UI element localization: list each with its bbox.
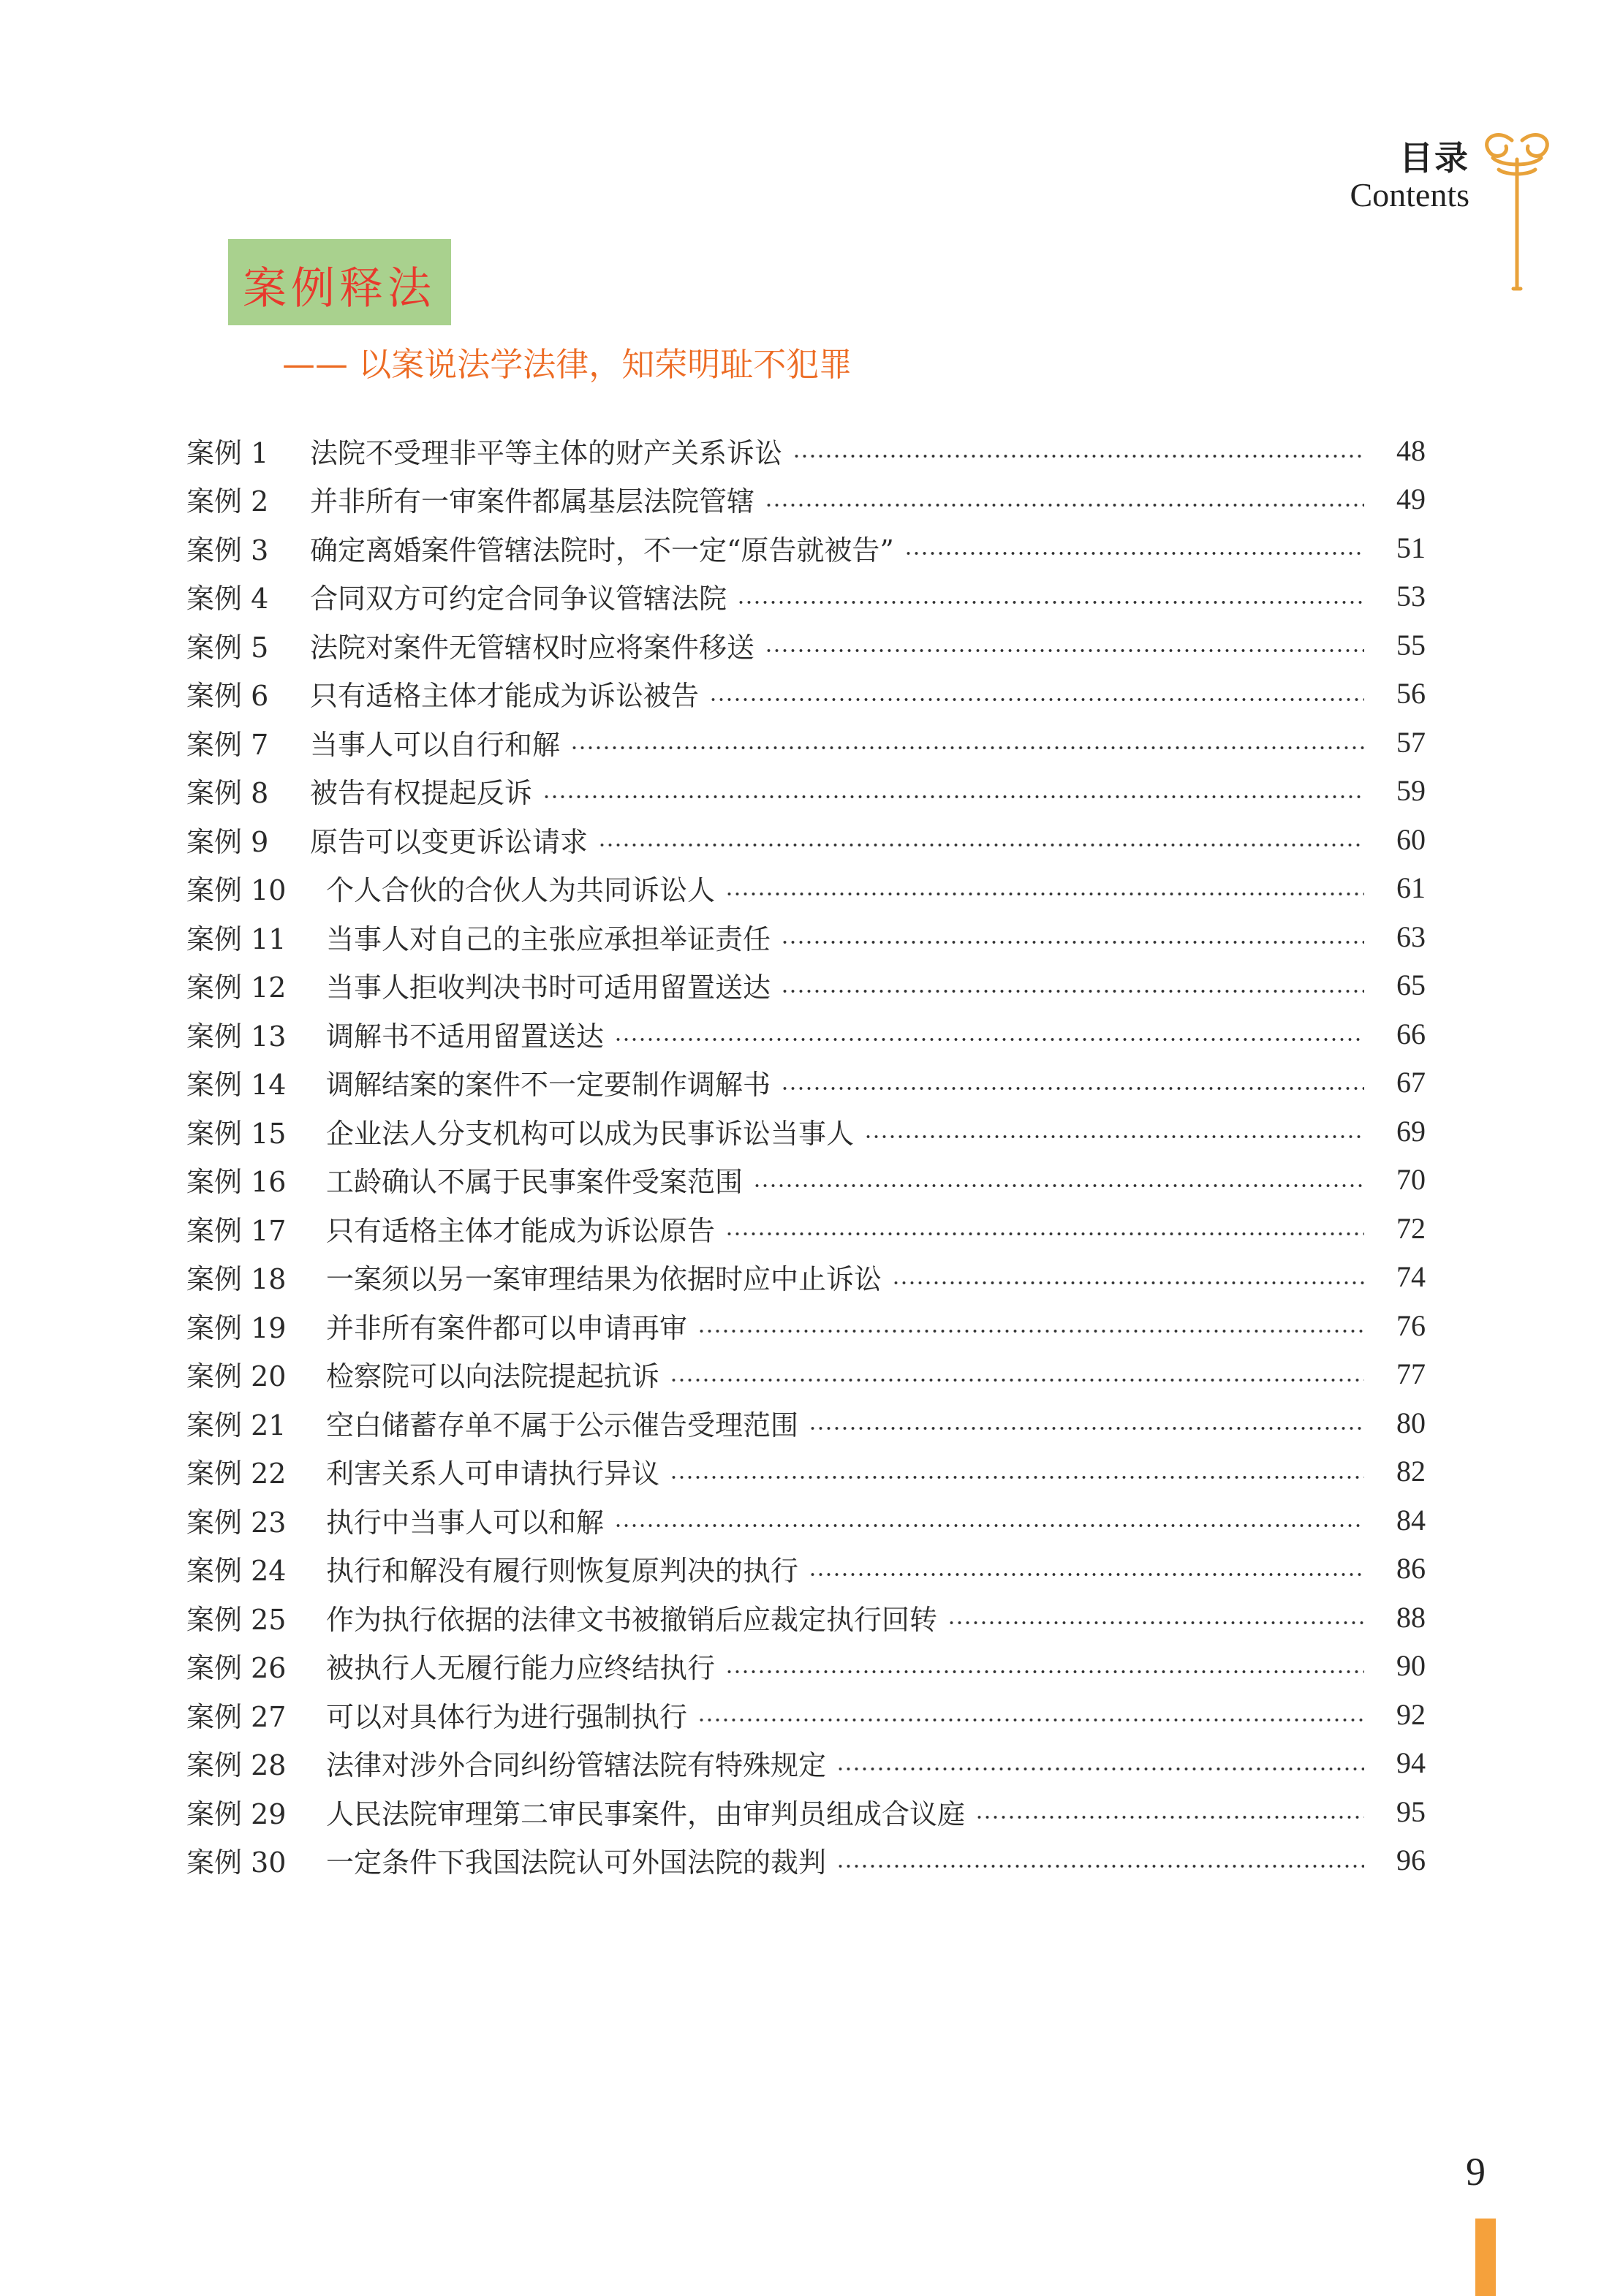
toc-page-number: 76 [1396,1308,1426,1342]
section-title-box [228,239,451,325]
toc-dot-leader [864,1135,1364,1138]
toc-case-number: 案例 16 [186,1166,287,1199]
toc-case-number: 案例 3 [186,534,269,567]
toc-page-number: 74 [1396,1260,1426,1294]
toc-case-number: 案例 4 [186,583,269,615]
toc-entry-title: 当事人对自己的主张应承担举证责任 [326,922,771,955]
toc-entry[interactable] [186,572,1426,621]
toc-dot-leader [697,1719,1364,1721]
scroll-ornament-icon [1477,124,1557,296]
toc-dot-leader [836,1768,1364,1770]
toc-entry-title: 原告可以变更诉讼请求 [310,825,589,858]
toc-entry[interactable] [186,1107,1426,1156]
toc-entry[interactable] [186,1058,1426,1107]
toc-dot-leader [781,990,1364,993]
toc-case-number: 案例 8 [186,777,269,810]
toc-page-number: 51 [1396,531,1426,564]
toc-entry[interactable] [186,1739,1426,1788]
toc-case-number: 案例 10 [186,874,287,907]
toc-case-number: 案例 24 [186,1555,287,1588]
toc-entry[interactable] [186,912,1426,961]
toc-entry[interactable] [186,1642,1426,1691]
toc-case-number: 案例 25 [186,1603,287,1636]
toc-entry[interactable] [186,1447,1426,1496]
toc-case-number: 案例 2 [186,485,269,518]
toc-entry[interactable] [186,961,1426,1010]
toc-case-number: 案例 5 [186,631,269,664]
toc-entry-title: 利害关系人可申请执行异议 [326,1458,660,1490]
toc-page-number: 57 [1396,725,1426,759]
toc-entry[interactable] [186,621,1426,670]
toc-entry[interactable] [186,1398,1426,1447]
toc-page-number: 77 [1396,1357,1426,1391]
toc-entry-title: 空白储蓄存单不属于公示催告受理范围 [326,1409,799,1441]
toc-page-number: 66 [1396,1017,1426,1050]
page-number: 9 [1466,2150,1486,2194]
toc-page-number: 96 [1396,1844,1426,1877]
toc-entry[interactable] [186,1156,1426,1205]
toc-entry-title: 法律对涉外合同纠纷管辖法院有特殊规定 [326,1749,827,1782]
toc-dot-leader [765,504,1364,507]
toc-page-number: 53 [1396,580,1426,613]
toc-case-number: 案例 20 [186,1360,287,1393]
toc-dot-leader [725,1232,1364,1235]
toc-case-number: 案例 1 [186,436,269,469]
toc-dot-leader [765,649,1364,652]
toc-entry[interactable] [186,670,1426,719]
toc-entry-title: 调解书不适用留置送达 [326,1020,605,1053]
toc-entry-title: 调解结案的案件不一定要制作调解书 [326,1069,771,1102]
toc-case-number: 案例 15 [186,1117,287,1150]
toc-entry-title: 被告有权提起反诉 [310,777,533,810]
toc-page-number: 63 [1396,920,1426,953]
toc-dot-leader [725,1670,1364,1673]
toc-entry-title: 执行中当事人可以和解 [326,1506,605,1539]
toc-case-number: 案例 12 [186,971,287,1004]
table-of-contents [186,426,1426,1884]
toc-entry[interactable] [186,1836,1426,1885]
toc-entry[interactable] [186,1204,1426,1253]
toc-case-number: 案例 11 [186,922,287,955]
toc-page-number: 72 [1396,1211,1426,1245]
toc-dot-leader [809,1427,1364,1430]
toc-entry-title: 可以对具体行为进行强制执行 [326,1700,688,1733]
section-subtitle: —— 以案说法学法律，知荣明耻不犯罪 [282,345,852,384]
toc-dot-leader [781,941,1364,944]
toc-dot-leader [781,1087,1364,1090]
toc-entry-title: 合同双方可约定合同争议管辖法院 [310,583,727,615]
toc-entry-title: 并非所有一审案件都属基层法院管辖 [310,485,755,518]
toc-dot-leader [709,698,1364,701]
toc-page-number: 69 [1396,1114,1426,1148]
toc-dot-leader [670,1476,1364,1479]
header-title-cn: 目录 [1399,138,1469,178]
toc-case-number: 案例 18 [186,1263,287,1296]
toc-case-number: 案例 21 [186,1409,287,1441]
toc-dot-leader [725,893,1364,895]
toc-entry[interactable] [186,864,1426,913]
header-title-en: Contents [1350,176,1469,213]
toc-dot-leader [809,1573,1364,1576]
toc-entry-title: 法院不受理非平等主体的财产关系诉讼 [310,436,783,469]
toc-dot-leader [947,1621,1364,1624]
toc-entry-title: 只有适格主体才能成为诉讼原告 [326,1214,716,1247]
toc-page-number: 59 [1396,774,1426,808]
toc-page-number: 65 [1396,969,1426,1002]
toc-dot-leader [753,1184,1364,1187]
toc-case-number: 案例 17 [186,1214,287,1247]
toc-page-number: 84 [1396,1503,1426,1537]
toc-case-number: 案例 13 [186,1020,287,1053]
toc-case-number: 案例 7 [186,728,269,761]
toc-page-number: 80 [1396,1406,1426,1439]
toc-page-number: 95 [1396,1795,1426,1828]
toc-entry-title: 工龄确认不属于民事案件受案范围 [326,1166,744,1199]
toc-page-number: 49 [1396,482,1426,516]
toc-entry[interactable] [186,1496,1426,1545]
toc-entry[interactable] [186,1787,1426,1836]
toc-entry[interactable] [186,523,1426,572]
toc-entry[interactable] [186,1690,1426,1739]
toc-page-number: 82 [1396,1455,1426,1488]
toc-entry-title: 检察院可以向法院提起抗诉 [326,1360,660,1393]
toc-dot-leader [904,552,1364,555]
toc-entry-title: 只有适格主体才能成为诉讼被告 [310,680,700,713]
toc-case-number: 案例 28 [186,1749,287,1782]
toc-entry-title: 执行和解没有履行则恢复原判决的执行 [326,1555,799,1588]
toc-page-number: 55 [1396,628,1426,662]
toc-page-number: 67 [1396,1066,1426,1099]
toc-dot-leader [570,746,1364,749]
toc-entry-title: 当事人可以自行和解 [310,728,561,761]
toc-entry[interactable] [186,426,1426,475]
toc-case-number: 案例 19 [186,1311,287,1344]
toc-page-number: 48 [1396,433,1426,467]
toc-dot-leader [892,1281,1364,1284]
toc-case-number: 案例 22 [186,1458,287,1490]
toc-entry-title: 人民法院审理第二审民事案件，由审判员组成合议庭 [326,1797,966,1830]
side-color-bar [1475,2219,1496,2296]
toc-entry[interactable] [186,815,1426,864]
toc-case-number: 案例 30 [186,1846,287,1879]
section-title: 案例释法 [243,263,436,314]
toc-dot-leader [598,844,1364,846]
toc-dot-leader [792,455,1364,458]
toc-dot-leader [614,1038,1364,1041]
toc-dot-leader [670,1379,1364,1382]
toc-page-number: 56 [1396,677,1426,711]
toc-dot-leader [836,1865,1364,1868]
toc-entry[interactable] [186,1593,1426,1642]
toc-entry-title: 确定离婚案件管辖法院时，不一定“原告就被告” [310,534,894,567]
toc-dot-leader [737,601,1364,604]
toc-dot-leader [614,1524,1364,1527]
toc-page-number: 60 [1396,822,1426,856]
toc-page-number: 90 [1396,1649,1426,1683]
toc-case-number: 案例 9 [186,825,269,858]
toc-entry[interactable] [186,1009,1426,1058]
toc-page-number: 86 [1396,1552,1426,1585]
toc-entry-title: 一定条件下我国法院认可外国法院的裁判 [326,1846,827,1879]
toc-dot-leader [697,1330,1364,1333]
toc-entry[interactable] [186,767,1426,816]
toc-entry-title: 被执行人无履行能力应终结执行 [326,1652,716,1685]
toc-entry[interactable] [186,475,1426,524]
toc-page-number: 61 [1396,871,1426,905]
toc-entry-title: 并非所有案件都可以申请再审 [326,1311,688,1344]
toc-case-number: 案例 26 [186,1652,287,1685]
toc-entry[interactable] [186,1350,1426,1399]
toc-page-number: 92 [1396,1697,1426,1731]
toc-page-number: 88 [1396,1600,1426,1634]
toc-entry-title: 当事人拒收判决书时可适用留置送达 [326,971,771,1004]
toc-case-number: 案例 14 [186,1069,287,1102]
toc-entry[interactable] [186,1545,1426,1594]
toc-entry-title: 一案须以另一案审理结果为依据时应中止诉讼 [326,1263,882,1296]
toc-case-number: 案例 23 [186,1506,287,1539]
toc-entry-title: 法院对案件无管辖权时应将案件移送 [310,631,755,664]
toc-entry[interactable] [186,1301,1426,1350]
toc-case-number: 案例 27 [186,1700,287,1733]
toc-page-number: 94 [1396,1746,1426,1780]
toc-entry-title: 企业法人分支机构可以成为民事诉讼当事人 [326,1117,855,1150]
toc-entry-title: 作为执行依据的法律文书被撤销后应裁定执行回转 [326,1603,938,1636]
toc-dot-leader [975,1816,1364,1819]
toc-entry-title: 个人合伙的合伙人为共同诉讼人 [326,874,716,907]
toc-entry[interactable] [186,1253,1426,1302]
toc-case-number: 案例 6 [186,680,269,713]
toc-entry[interactable] [186,718,1426,767]
toc-page-number: 70 [1396,1163,1426,1197]
toc-case-number: 案例 29 [186,1797,287,1830]
toc-dot-leader [542,795,1364,798]
